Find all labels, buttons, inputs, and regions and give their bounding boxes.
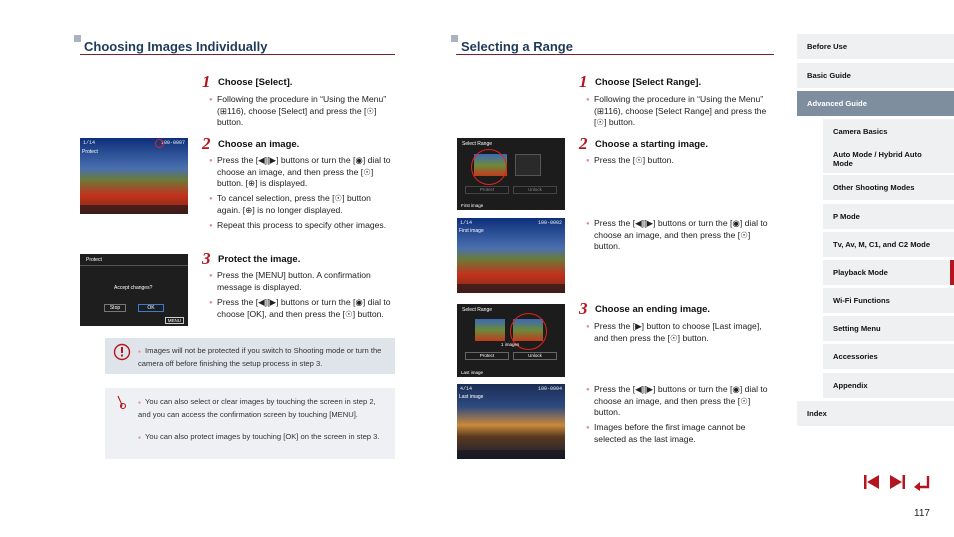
right-step2-bullet1: ● Press the [☉] button. xyxy=(594,155,774,167)
sidebar-item-tv-av-m-c1-and-c2-mode[interactable] xyxy=(823,232,954,257)
shotA-first: First image xyxy=(461,203,484,208)
return-icon[interactable] xyxy=(912,473,932,491)
shotD-label: Last image xyxy=(459,394,484,400)
shotB-bottom xyxy=(457,284,565,293)
right-step3-bullet1: ● Press the [▶] button to choose [Last image], and then press the [☉] button. xyxy=(594,321,774,344)
warning-text-body: Images will not be protected if you switch to Shooting mode or turn the camera off before finishing the setup process in step 3. xyxy=(138,346,382,369)
shot2-menu: MENU xyxy=(165,317,184,324)
sidebar-item-label: Setting Menu xyxy=(833,324,881,333)
shot1-bottom xyxy=(80,205,188,214)
sidebar-item-before-use[interactable] xyxy=(797,34,954,59)
sidebar-item-label: Playback Mode xyxy=(833,268,888,277)
warning-text xyxy=(138,345,388,370)
sidebar-item-camera-basics[interactable] xyxy=(823,119,954,144)
right-step2-num: 2 xyxy=(579,134,588,153)
title-square-icon xyxy=(74,35,81,42)
left-title-rule xyxy=(80,54,395,55)
left-step3-bullet2: ● Press the [◀][▶] buttons or turn the [◉] dial to choose [OK], and then press the [☉] button. xyxy=(217,297,395,320)
sidebar-item-label: P Mode xyxy=(833,212,860,221)
sidebar-item-appendix[interactable] xyxy=(823,373,954,398)
shot2-divider xyxy=(80,265,188,266)
prev-page-icon[interactable] xyxy=(862,473,882,491)
sidebar-item-p-mode[interactable] xyxy=(823,204,954,229)
right-step3-bullet2: ● Press the [◀][▶] buttons or turn the [◉] dial to choose an image, and then press the [☉] button. xyxy=(594,384,774,419)
shotC-title: Select Range xyxy=(462,307,493,313)
sidebar-item-advanced-guide[interactable] xyxy=(797,91,954,116)
sidebar-item-label: Before Use xyxy=(807,42,848,51)
sidebar-item-setting-menu[interactable] xyxy=(823,316,954,341)
left-step2-bullet2: ● To cancel selection, press the [☉] button again. [⊕] is no longer displayed. xyxy=(217,193,395,216)
shotC-last: Last image xyxy=(461,370,484,375)
right-step1-head: Choose [Select Range]. xyxy=(595,77,702,88)
last-image-screen xyxy=(457,384,565,459)
left-step1-head: Choose [Select]. xyxy=(218,77,293,88)
tip-icon xyxy=(113,393,131,411)
tip-text2 xyxy=(138,431,388,444)
shotA-circle xyxy=(471,149,507,185)
select-range-end-image xyxy=(457,304,565,377)
tip-dot2: ● xyxy=(138,435,142,441)
warning-note xyxy=(105,338,395,374)
sidebar-item-accessories[interactable] xyxy=(823,344,954,369)
left-step3-num: 3 xyxy=(202,249,211,268)
shot1-label: Protect xyxy=(82,149,98,155)
shot1-file: 100-0007 xyxy=(160,140,185,146)
sidebar-item-label: Appendix xyxy=(833,381,868,390)
left-step2-bullet3: ● Repeat this process to specify other images. xyxy=(217,220,395,232)
left-step2-bullet1: ● Press the [◀][▶] buttons or turn the [◉] dial to choose an image, and then press the [☉] button. [⊕] is displayed. xyxy=(217,155,395,190)
shot1-counter: 1/14 xyxy=(83,140,96,146)
warning-dot: ● xyxy=(138,349,142,355)
sidebar-item-other-shooting-modes[interactable] xyxy=(823,175,954,200)
left-step2-head: Choose an image. xyxy=(218,139,300,150)
left-step1-num: 1 xyxy=(202,72,211,91)
right-step3-num: 3 xyxy=(579,299,588,318)
shotA-empty xyxy=(515,154,541,176)
tip-text1-body: You can also select or clear images by touching the screen in step 2, and you can access the confirmation screen by touching [MENU]. xyxy=(138,397,376,420)
right-step1-bullet: ● Following the procedure in “Using the Menu” (⊞116), choose [Select Range] and press the [☉] button. xyxy=(594,94,774,129)
sidebar-item-label: Advanced Guide xyxy=(807,99,867,108)
shot2-title: Protect xyxy=(86,257,102,263)
sidebar-item-basic-guide[interactable] xyxy=(797,63,954,88)
left-step2-num: 2 xyxy=(202,134,211,153)
right-step2-bullet2: ● Press the [◀][▶] buttons or turn the [◉] dial to choose an image, and then press the [☉] button. xyxy=(594,218,774,253)
sidebar-item-label: Index xyxy=(807,409,827,418)
sidebar-item-index[interactable] xyxy=(797,401,954,426)
shotC-protect: Protect xyxy=(465,352,509,360)
right-section-title xyxy=(461,39,573,54)
sidebar-item-wi-fi-functions[interactable] xyxy=(823,288,954,313)
left-step3-head: Protect the image. xyxy=(218,254,301,265)
shotC-thumb1 xyxy=(475,319,505,341)
shotC-unlock: Unlock xyxy=(513,352,557,360)
sidebar-item-label: Auto Mode / Hybrid Auto Mode xyxy=(833,149,922,168)
sidebar-item-label: Wi-Fi Functions xyxy=(833,296,890,305)
sidebar-item-playback-mode[interactable] xyxy=(823,260,954,285)
shotB-counter: 1/14 xyxy=(460,220,473,226)
sidebar-item-label: Tv, Av, M, C1, and C2 Mode xyxy=(833,240,931,249)
right-step3-head: Choose an ending image. xyxy=(595,304,711,315)
shotA-unlock: Unlock xyxy=(513,186,557,194)
right-step3-bullet3: ● Images before the first image cannot be selected as the last image. xyxy=(594,422,774,445)
sidebar-item-label: Basic Guide xyxy=(807,71,851,80)
confirm-screen-image xyxy=(80,254,188,326)
tip-text1 xyxy=(138,396,388,421)
protect-screen-image xyxy=(80,138,188,214)
shot2-ok: OK xyxy=(138,304,164,312)
shotD-bottom xyxy=(457,450,565,459)
next-page-icon[interactable] xyxy=(887,473,907,491)
sidebar-item-label: Camera Basics xyxy=(833,127,888,136)
shot2-question: Accept changes? xyxy=(114,285,153,291)
right-step1-num: 1 xyxy=(579,72,588,91)
right-section-title-text: Selecting a Range xyxy=(461,39,573,54)
shotA-protect: Protect xyxy=(465,186,509,194)
selection-circle xyxy=(155,139,164,148)
left-step3-bullet1: ● Press the [MENU] button. A confirmation message is displayed. xyxy=(217,270,395,293)
shotA-title: Select Range xyxy=(462,141,493,147)
shot1-bar xyxy=(80,138,188,148)
tip-note xyxy=(105,388,395,459)
shotB-label: First image xyxy=(459,228,484,234)
right-title-rule xyxy=(456,54,774,55)
sidebar-item-label: Accessories xyxy=(833,352,878,361)
shotD-file: 100-0004 xyxy=(537,386,562,392)
first-image-screen xyxy=(457,218,565,293)
shotD-counter: 4/14 xyxy=(460,386,473,392)
shot2-stop: Stop xyxy=(104,304,126,312)
left-step1-bullet: ● Following the procedure in “Using the Menu” (⊞116), choose [Select] and press the [☉] button. xyxy=(217,94,393,129)
shotB-file: 100-0002 xyxy=(537,220,562,226)
shotD-bar xyxy=(457,384,565,394)
tip-text2-body: You can also protect images by touching [OK] on the screen in step 3. xyxy=(145,432,380,441)
sidebar-item-label: Other Shooting Modes xyxy=(833,183,915,192)
right-step2-head: Choose a starting image. xyxy=(595,139,708,150)
shotB-bar xyxy=(457,218,565,228)
page-number: 117 xyxy=(914,508,930,519)
warning-icon xyxy=(113,343,131,361)
select-range-start-image xyxy=(457,138,565,210)
left-section-title xyxy=(84,39,267,54)
tip-dot1: ● xyxy=(138,400,142,406)
left-section-title-text: Choosing Images Individually xyxy=(84,39,268,54)
title-square-icon-right xyxy=(451,35,458,42)
shotC-images: 1 images xyxy=(501,342,520,347)
sidebar-item-auto-mode-hybrid-auto-mode[interactable] xyxy=(823,144,954,173)
